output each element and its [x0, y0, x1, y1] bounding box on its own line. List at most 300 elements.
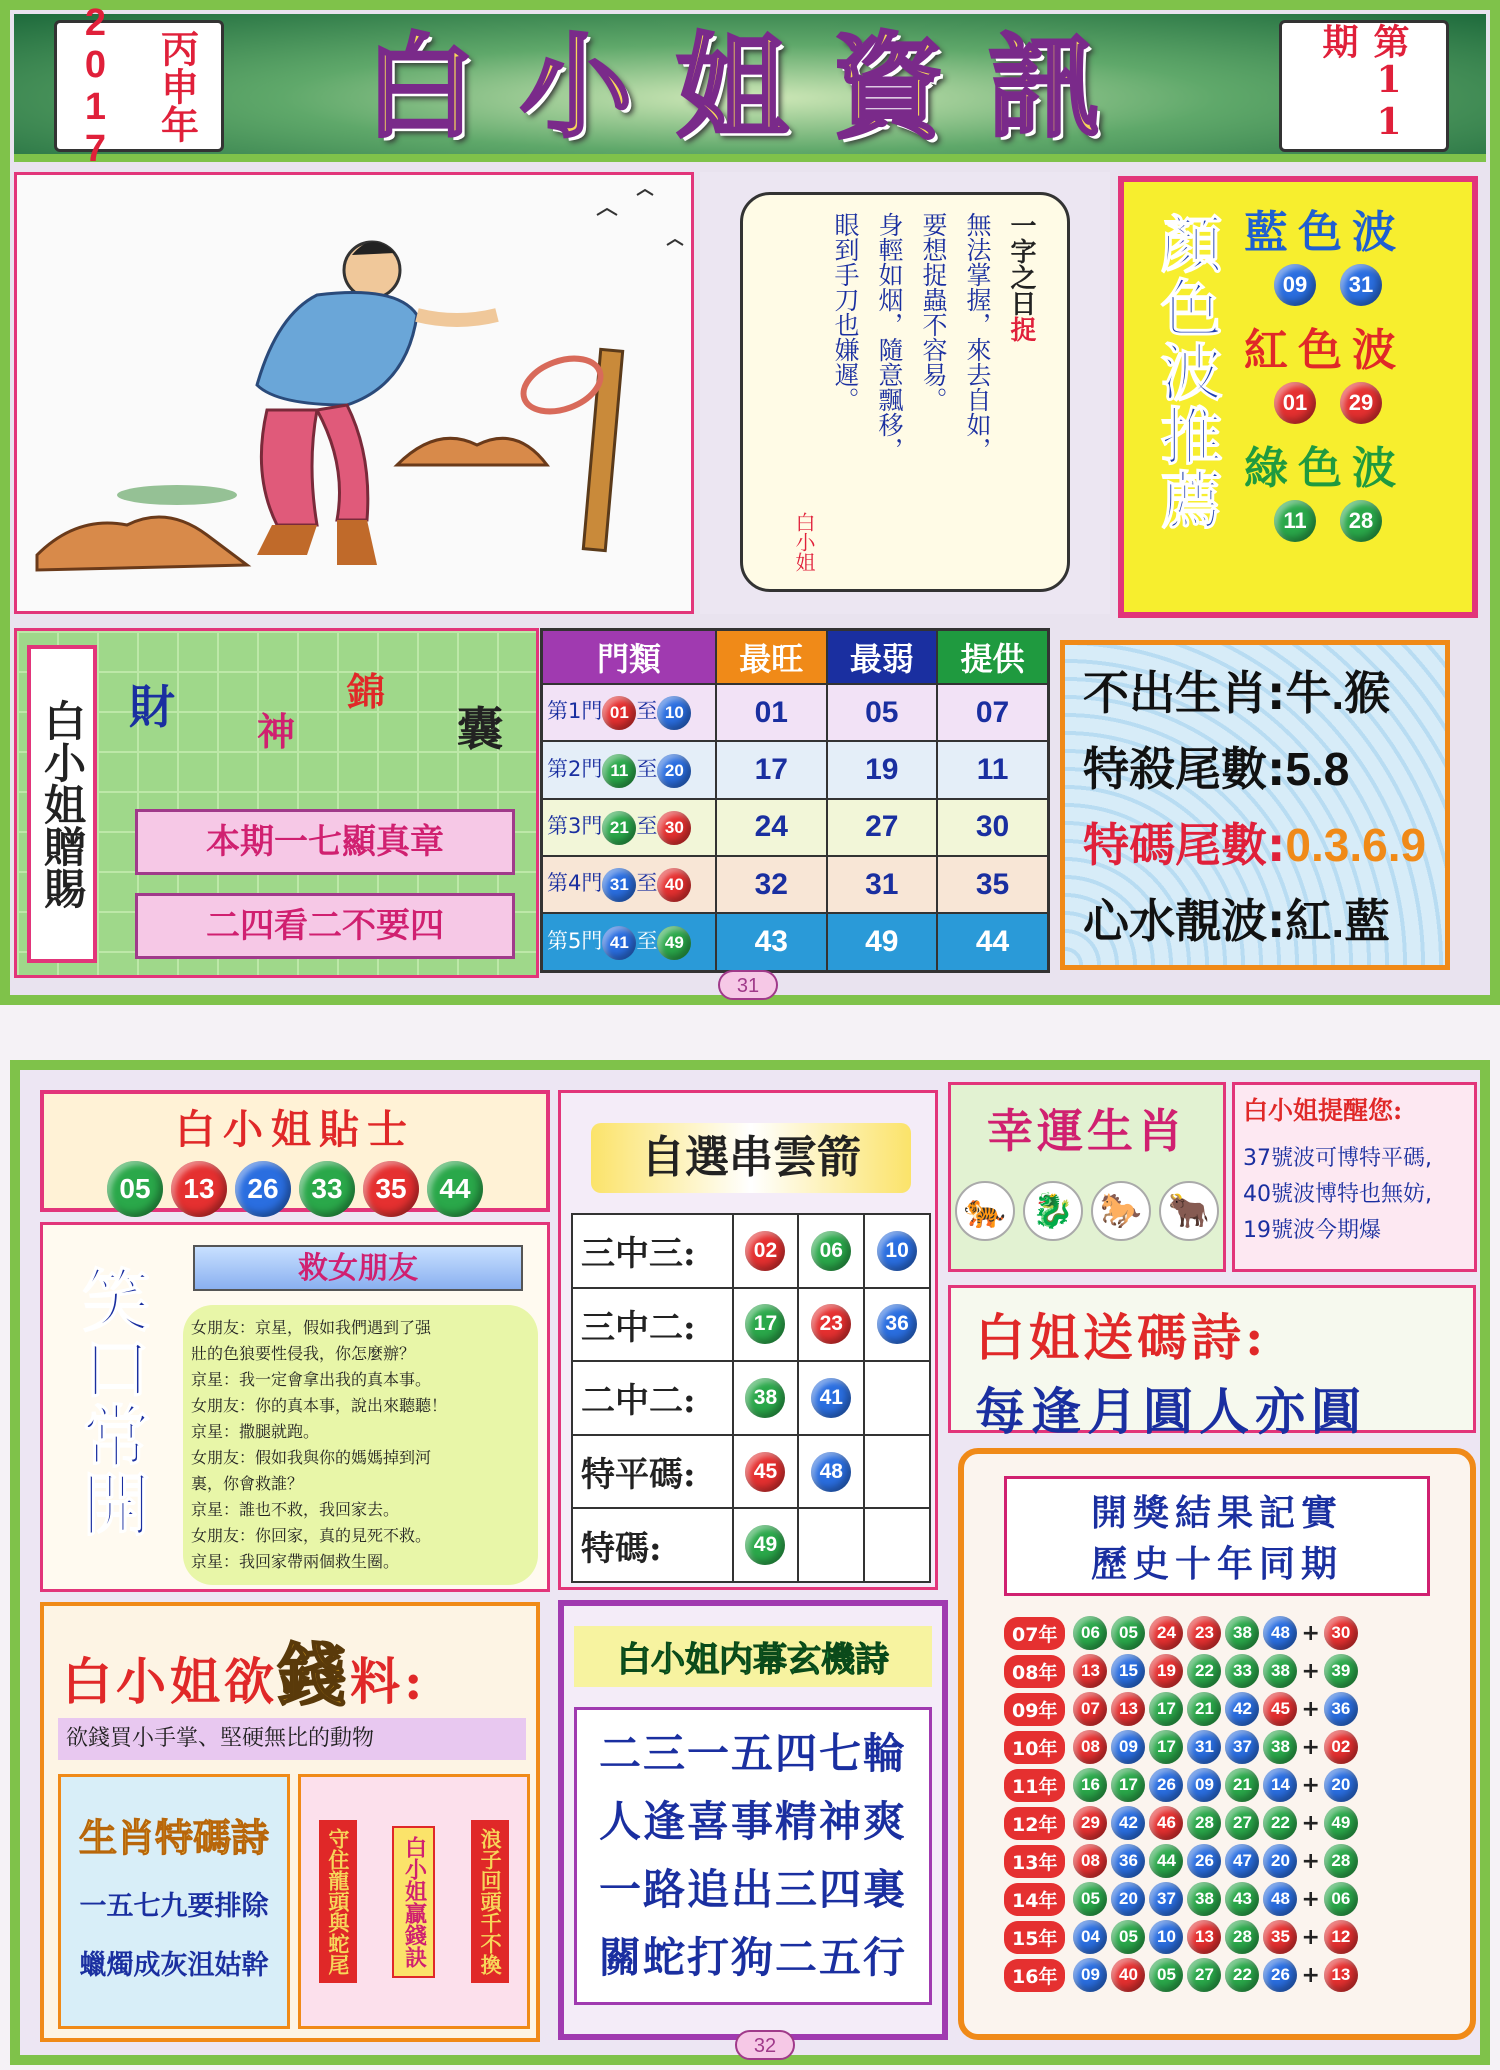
- color-wave-panel: [1118, 176, 1478, 618]
- scroll-line: 眼到手刀也嫌遲。: [831, 212, 860, 412]
- number-ball: 24: [1149, 1616, 1183, 1650]
- number-ball: 40: [1111, 1958, 1145, 1992]
- number-ball: 09: [1274, 264, 1316, 306]
- number-ball: 10: [657, 696, 691, 730]
- joke-line: 女朋友：你回家，真的見死不救。: [191, 1526, 432, 1545]
- tip-value: 5.8: [1285, 743, 1350, 795]
- arrows-cell: [864, 1214, 930, 1288]
- plus-sign: +: [1301, 1772, 1320, 1798]
- tip-label: 不出生肖:: [1083, 666, 1286, 720]
- zodiac-poem-title: 生肖特碼詩: [78, 1815, 269, 1860]
- number-ball: 31: [1187, 1730, 1221, 1764]
- illustration-panel: [14, 172, 694, 614]
- number-ball: 13: [1111, 1692, 1145, 1726]
- number-ball: 21: [1187, 1692, 1221, 1726]
- page-title: 白小姐資訊: [364, 22, 1144, 153]
- scroll-line: 身輕如烟，隨意飄移，: [875, 212, 904, 462]
- door-value: 24: [716, 799, 827, 856]
- zodiac-poem-line: 一五七九要排除: [79, 1891, 269, 1922]
- arrows-panel: [558, 1090, 938, 1590]
- door-name: 第5門: [547, 928, 603, 953]
- door-cell: [542, 913, 717, 971]
- number-ball: 09: [1111, 1730, 1145, 1764]
- arrows-cell: [864, 1361, 930, 1435]
- number-ball: 33: [299, 1161, 355, 1217]
- number-ball: 35: [363, 1161, 419, 1217]
- number-ball: 02: [1324, 1730, 1358, 1764]
- number-ball: 49: [745, 1525, 785, 1565]
- scroll-line: 要想捉蟲不容易。: [919, 212, 948, 412]
- poem-title: 白姐送碼詩:: [975, 1308, 1268, 1367]
- scroll-sign: 白小姐: [792, 512, 816, 572]
- wave-label: 藍色波: [1244, 207, 1406, 258]
- number-ball: 13: [1073, 1654, 1107, 1688]
- number-ball: 30: [1324, 1616, 1358, 1650]
- joke-line: 壯的色狼要性侵我，你怎麼辦？: [191, 1344, 416, 1363]
- scroll-panel: [700, 172, 1110, 614]
- wave-balls: [1274, 264, 1474, 306]
- couplet-right: 浪子回頭千不換: [471, 1820, 509, 1983]
- secret-line: 一路追出三四裏: [598, 1865, 907, 1914]
- number-ball: 33: [1225, 1654, 1259, 1688]
- number-ball: 35: [1263, 1920, 1297, 1954]
- secret-lines: [574, 1707, 932, 2005]
- arrows-row: [572, 1435, 930, 1509]
- number-ball: 10: [877, 1231, 917, 1271]
- gift-char: 神: [257, 709, 296, 754]
- plus-sign: +: [1301, 1886, 1320, 1912]
- number-ball: 39: [1324, 1654, 1358, 1688]
- number-ball: 37: [1225, 1730, 1259, 1764]
- number-ball: 26: [1187, 1844, 1221, 1878]
- plus-sign: +: [1301, 1658, 1320, 1684]
- number-ball: 21: [602, 811, 636, 845]
- secret-line: 二三一五四七輪: [598, 1729, 907, 1778]
- gift-char: 錦: [347, 669, 386, 714]
- arrows-cell: [733, 1361, 799, 1435]
- number-ball: 44: [1149, 1844, 1183, 1878]
- secret-title: 白小姐内幕玄機詩: [574, 1626, 932, 1687]
- number-ball: 38: [1263, 1730, 1297, 1764]
- tip-row: [1083, 731, 1445, 807]
- number-ball: 06: [811, 1231, 851, 1271]
- door-table-header: 最弱: [827, 630, 938, 685]
- history-subtitle: 歷史十年同期: [1090, 1543, 1343, 1585]
- history-year: 13年: [1004, 1845, 1065, 1878]
- tip-label: 特碼尾數:: [1083, 818, 1286, 872]
- plus-sign: +: [1301, 1848, 1320, 1874]
- number-ball: 17: [1149, 1692, 1183, 1726]
- number-ball: 41: [602, 926, 636, 960]
- tip-label: 特殺尾數:: [1083, 742, 1286, 796]
- door-value: 01: [716, 684, 827, 741]
- number-ball: 22: [1225, 1958, 1259, 1992]
- header-banner: [14, 2, 1486, 170]
- door-name: 第2門: [547, 756, 603, 781]
- arrows-cell: [733, 1508, 799, 1582]
- door-table-row: [542, 684, 1049, 741]
- secret-line: 關蛇打狗二五行: [598, 1933, 907, 1982]
- history-row: [1004, 1842, 1470, 1880]
- joke-line: 裏，你會救誰？: [191, 1474, 304, 1493]
- gift-panel: [14, 628, 539, 978]
- history-row: [1004, 1728, 1470, 1766]
- tip-row: [1083, 807, 1445, 883]
- door-value: 49: [827, 913, 938, 971]
- tiger-icon: 🐅: [955, 1181, 1015, 1241]
- number-ball: 44: [427, 1161, 483, 1217]
- wave-label: 綠色波: [1244, 443, 1406, 494]
- number-ball: 16: [1073, 1768, 1107, 1802]
- door-table-header: 提供: [937, 630, 1048, 685]
- secret-line: 人逢喜事精神爽: [598, 1797, 907, 1846]
- arrows-row: [572, 1508, 930, 1582]
- joke-line: 京星：我回家帶兩個救生圈。: [191, 1552, 400, 1571]
- arrows-label: 二中二:: [572, 1361, 733, 1435]
- tip-value: 0.3.6.9: [1285, 819, 1427, 871]
- tip-row: [1083, 883, 1445, 959]
- zodiac-poem-line: 蠟燭成灰沮姑幹: [79, 1950, 269, 1981]
- joke-line: 京星：我一定會拿出我的真本事。: [191, 1370, 432, 1389]
- number-ball: 42: [1225, 1692, 1259, 1726]
- number-ball: 45: [1263, 1692, 1297, 1726]
- door-cell: [542, 799, 717, 856]
- remind-line: 37號波可博特平碼,: [1243, 1146, 1432, 1171]
- number-ball: 36: [1111, 1844, 1145, 1878]
- door-value: 05: [827, 684, 938, 741]
- number-ball: 05: [1149, 1958, 1183, 1992]
- number-ball: 36: [877, 1304, 917, 1344]
- door-name: 第4門: [547, 871, 603, 896]
- number-ball: 09: [1187, 1768, 1221, 1802]
- tieshi-panel: [40, 1090, 550, 1212]
- number-ball: 13: [1187, 1920, 1221, 1954]
- history-row: [1004, 1804, 1470, 1842]
- history-row: [1004, 1614, 1470, 1652]
- color-wave-title: 顏色波推薦: [1150, 212, 1223, 532]
- issue-number: 第11期: [1317, 23, 1410, 143]
- number-ball: 06: [1324, 1882, 1358, 1916]
- remind-line: 19號波今期爆: [1243, 1218, 1381, 1243]
- history-year: 09年: [1004, 1693, 1065, 1726]
- number-ball: 23: [1187, 1616, 1221, 1650]
- couplet-mid: 白小姐贏錢訣: [392, 1826, 435, 1978]
- number-ball: 20: [1324, 1768, 1358, 1802]
- number-ball: 21: [1225, 1768, 1259, 1802]
- tieshi-balls: [44, 1161, 546, 1217]
- number-ball: 13: [171, 1161, 227, 1217]
- arrows-label: 三中三:: [572, 1214, 733, 1288]
- number-ball: 48: [811, 1452, 851, 1492]
- history-year: 11年: [1004, 1769, 1065, 1802]
- arrows-cell: [798, 1361, 864, 1435]
- door-table-row: [542, 856, 1049, 913]
- door-cell: [542, 741, 717, 798]
- secret-panel: [558, 1600, 948, 2040]
- number-ball: 17: [1149, 1730, 1183, 1764]
- number-ball: 49: [657, 926, 691, 960]
- number-ball: 13: [1324, 1958, 1358, 1992]
- arrows-row: [572, 1361, 930, 1435]
- door-value: 30: [937, 799, 1048, 856]
- door-value: 44: [937, 913, 1048, 971]
- tip-row: [1083, 655, 1445, 731]
- number-ball: 01: [1274, 382, 1316, 424]
- number-ball: 49: [1324, 1806, 1358, 1840]
- plus-sign: +: [1301, 1962, 1320, 1988]
- door-sep: 至: [636, 813, 658, 838]
- joke-line: 京星：誰也不救，我回家去。: [191, 1500, 400, 1519]
- number-ball: 14: [1263, 1768, 1297, 1802]
- scroll-text-area: [790, 212, 1040, 572]
- number-ball: 11: [1274, 500, 1316, 542]
- money-subtitle: 欲錢買小手掌、堅硬無比的動物: [58, 1718, 526, 1760]
- number-ball: 28: [1340, 500, 1382, 542]
- issue-book: [1279, 20, 1449, 152]
- door-value: 35: [937, 856, 1048, 913]
- number-ball: 47: [1225, 1844, 1259, 1878]
- arrows-cell: [864, 1435, 930, 1509]
- door-name: 第1門: [547, 699, 603, 724]
- number-ball: 31: [602, 868, 636, 902]
- door-name: 第3門: [547, 813, 603, 838]
- gift-line: 二四看二不要四: [135, 893, 515, 959]
- arrows-row: [572, 1214, 930, 1288]
- number-ball: 05: [1073, 1882, 1107, 1916]
- plus-sign: +: [1301, 1620, 1320, 1646]
- arrows-cell: [798, 1288, 864, 1362]
- number-ball: 17: [745, 1304, 785, 1344]
- scroll-answer: 捉: [1006, 316, 1036, 342]
- year-book: [54, 2, 224, 170]
- number-ball: 27: [1225, 1806, 1259, 1840]
- door-table-row: [542, 741, 1049, 798]
- number-ball: 05: [1111, 1920, 1145, 1954]
- plus-sign: +: [1301, 1810, 1320, 1836]
- color-wave-groups: [1244, 192, 1474, 542]
- number-ball: 17: [1111, 1768, 1145, 1802]
- number-ball: 09: [1073, 1958, 1107, 1992]
- number-ball: 05: [107, 1161, 163, 1217]
- history-year: 07年: [1004, 1617, 1065, 1650]
- door-table-row: [542, 799, 1049, 856]
- number-ball: 02: [745, 1231, 785, 1271]
- lucky-title: 幸運生肖: [987, 1104, 1187, 1158]
- number-ball: 26: [1263, 1958, 1297, 1992]
- gift-side-title: 白小姐贈賜: [27, 645, 97, 963]
- joke-line: 京星：撒腿就跑。: [191, 1422, 320, 1441]
- door-table-panel: [540, 628, 1050, 973]
- history-title: 開獎結果記實: [1090, 1492, 1343, 1534]
- tip-label: 心水靚波:: [1083, 894, 1286, 948]
- number-ball: 15: [1111, 1654, 1145, 1688]
- door-value: 07: [937, 684, 1048, 741]
- arrows-cell: [733, 1288, 799, 1362]
- number-ball: 45: [745, 1452, 785, 1492]
- arrows-cell: [798, 1435, 864, 1509]
- number-ball: 38: [1263, 1654, 1297, 1688]
- couplet-box: [298, 1774, 530, 2029]
- history-row: [1004, 1690, 1470, 1728]
- history-year: 14年: [1004, 1883, 1065, 1916]
- number-ball: 22: [1263, 1806, 1297, 1840]
- poem-line: 每逢月圓人亦圓: [975, 1382, 1367, 1441]
- arrows-label: 三中二:: [572, 1288, 733, 1362]
- number-ball: 29: [1340, 382, 1382, 424]
- plus-sign: +: [1301, 1924, 1320, 1950]
- door-value: 11: [937, 741, 1048, 798]
- number-ball: 40: [657, 868, 691, 902]
- history-year: 16年: [1004, 1959, 1065, 1992]
- number-ball: 48: [1263, 1616, 1297, 1650]
- door-sep: 至: [636, 699, 658, 724]
- number-ball: 42: [1111, 1806, 1145, 1840]
- number-ball: 37: [1149, 1882, 1183, 1916]
- remind-lines: [1243, 1141, 1466, 1249]
- number-ball: 28: [1324, 1844, 1358, 1878]
- history-panel: [958, 1448, 1476, 2040]
- arrows-cell: [733, 1214, 799, 1288]
- number-ball: 26: [1149, 1768, 1183, 1802]
- number-ball: 20: [1263, 1844, 1297, 1878]
- arrows-cell: [798, 1508, 864, 1582]
- arrows-cell: [733, 1435, 799, 1509]
- year-number: 2017: [74, 2, 117, 170]
- door-table: [540, 628, 1050, 973]
- history-row: [1004, 1652, 1470, 1690]
- couplet-left: 守住龍頭與蛇尾: [319, 1820, 357, 1983]
- arrows-title: 自選串雲箭: [591, 1123, 911, 1193]
- door-value: 31: [827, 856, 938, 913]
- money-title: [62, 1622, 426, 1719]
- arrows-row: [572, 1288, 930, 1362]
- number-ball: 20: [657, 754, 691, 788]
- number-ball: 08: [1073, 1730, 1107, 1764]
- history-year: 08年: [1004, 1655, 1065, 1688]
- number-ball: 27: [1187, 1958, 1221, 1992]
- number-ball: 04: [1073, 1920, 1107, 1954]
- door-value: 32: [716, 856, 827, 913]
- history-row: [1004, 1766, 1470, 1804]
- number-ball: 36: [1324, 1692, 1358, 1726]
- plus-sign: +: [1301, 1696, 1320, 1722]
- number-ball: 41: [811, 1378, 851, 1418]
- number-ball: 23: [811, 1304, 851, 1344]
- door-cell: [542, 684, 717, 741]
- door-table-header: 門類: [542, 630, 717, 685]
- tip-value: 紅.藍: [1285, 895, 1391, 947]
- history-row: [1004, 1918, 1470, 1956]
- door-sep: 至: [636, 928, 658, 953]
- ox-icon: 🐂: [1159, 1181, 1219, 1241]
- money-title-big: 錢: [278, 1636, 351, 1716]
- door-cell: [542, 856, 717, 913]
- tieshi-title: 白小姐貼士: [175, 1106, 415, 1153]
- wave-balls: [1274, 500, 1474, 542]
- history-rows: [1004, 1614, 1470, 1994]
- money-title-a: 白小姐欲: [62, 1652, 278, 1711]
- arrows-cell: [864, 1508, 930, 1582]
- door-table-header: 最旺: [716, 630, 827, 685]
- plus-sign: +: [1301, 1734, 1320, 1760]
- joke-line: 女朋友：假如我與你的媽媽掉到河: [191, 1448, 432, 1467]
- number-ball: 38: [1187, 1882, 1221, 1916]
- number-ball: 08: [1073, 1844, 1107, 1878]
- lucky-animals: [951, 1181, 1223, 1241]
- scroll-heading: 一字之日: [1006, 212, 1036, 316]
- arrows-table: [571, 1213, 931, 1583]
- joke-side-title: 笑口常開: [71, 1265, 151, 1537]
- door-value: 43: [716, 913, 827, 971]
- history-row: [1004, 1956, 1470, 1994]
- number-ball: 10: [1149, 1920, 1183, 1954]
- money-title-b: 料:: [350, 1652, 427, 1711]
- page-number-top: 31: [718, 970, 778, 1000]
- poem-panel: [948, 1285, 1476, 1441]
- tips-panel: [1060, 640, 1450, 970]
- warrior-illustration: [17, 175, 691, 611]
- joke-panel: [40, 1222, 550, 1592]
- joke-title: 救女朋友: [193, 1245, 523, 1291]
- history-row: [1004, 1880, 1470, 1918]
- number-ball: 07: [1073, 1692, 1107, 1726]
- page-number-bottom: 32: [735, 2030, 795, 2060]
- gift-line: 本期一七顯真章: [135, 809, 515, 875]
- number-ball: 48: [1263, 1882, 1297, 1916]
- arrows-cell: [798, 1214, 864, 1288]
- year-cn: 丙申年: [154, 29, 200, 143]
- number-ball: 19: [1149, 1654, 1183, 1688]
- history-year: 12年: [1004, 1807, 1065, 1840]
- history-title-box: [1004, 1476, 1430, 1596]
- number-ball: 26: [235, 1161, 291, 1217]
- remind-panel: [1232, 1082, 1477, 1272]
- joke-line: 女朋友：你的真本事，說出來聽聽！: [191, 1396, 448, 1415]
- number-ball: 43: [1225, 1882, 1259, 1916]
- zodiac-poem-box: [58, 1774, 290, 2029]
- number-ball: 01: [602, 696, 636, 730]
- door-sep: 至: [636, 871, 658, 896]
- door-sep: 至: [636, 756, 658, 781]
- gift-char: 囊: [457, 702, 503, 756]
- history-year: 15年: [1004, 1921, 1065, 1954]
- door-value: 27: [827, 799, 938, 856]
- number-ball: 05: [1111, 1616, 1145, 1650]
- joke-body: [183, 1305, 538, 1585]
- number-ball: 22: [1187, 1654, 1221, 1688]
- number-ball: 38: [745, 1378, 785, 1418]
- lucky-panel: [948, 1082, 1226, 1272]
- number-ball: 28: [1187, 1806, 1221, 1840]
- tip-value: 牛.猴: [1285, 667, 1391, 719]
- number-ball: 29: [1073, 1806, 1107, 1840]
- wave-balls: [1274, 382, 1474, 424]
- history-year: 10年: [1004, 1731, 1065, 1764]
- number-ball: 31: [1340, 264, 1382, 306]
- door-value: 19: [827, 741, 938, 798]
- arrows-label: 特平碼:: [572, 1435, 733, 1509]
- number-ball: 30: [657, 811, 691, 845]
- dragon-icon: 🐉: [1023, 1181, 1083, 1241]
- number-ball: 12: [1324, 1920, 1358, 1954]
- number-ball: 46: [1149, 1806, 1183, 1840]
- number-ball: 28: [1225, 1920, 1259, 1954]
- scroll-line: 無法掌握，來去自如，: [963, 212, 992, 462]
- remind-line: 40號波博特也無妨,: [1243, 1182, 1432, 1207]
- wave-label: 紅色波: [1244, 325, 1406, 376]
- remind-title: 白小姐提醒您:: [1243, 1096, 1403, 1125]
- money-panel: [40, 1602, 540, 2042]
